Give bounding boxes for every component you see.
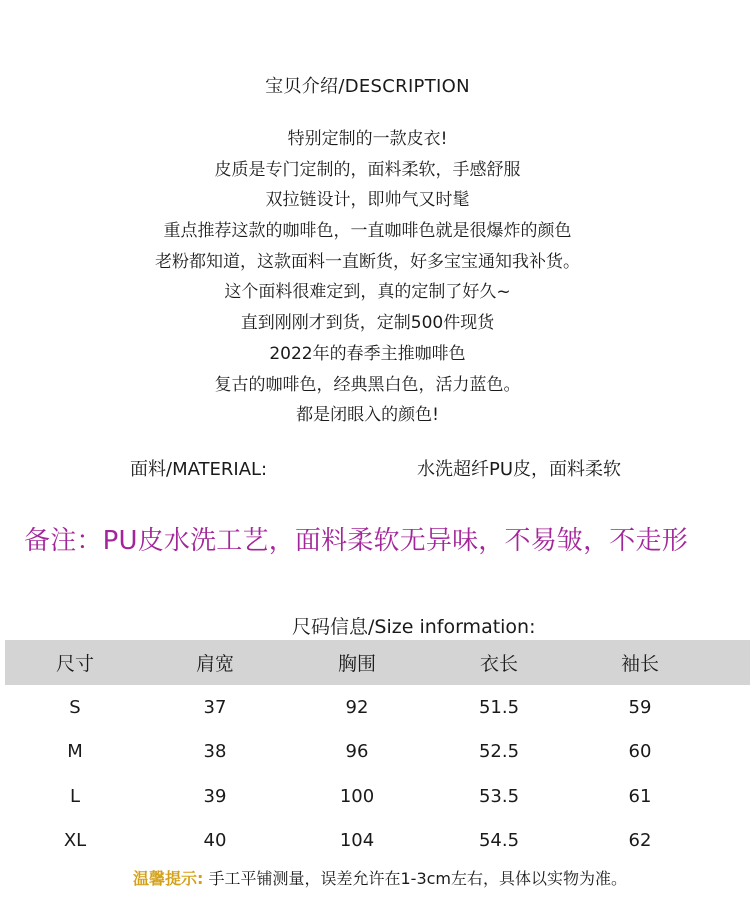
table-row	[5, 730, 750, 775]
description-title: 宝贝介绍/DESCRIPTION	[265, 76, 470, 97]
table-cell: 100	[339, 785, 375, 807]
table-cell: 61	[628, 785, 652, 807]
header-shoulder: 肩宽	[195, 653, 234, 675]
table-row	[5, 774, 750, 819]
description-line: 皮质是专门定制的，面料柔软，手感舒服	[214, 159, 521, 180]
table-cell: 54.5	[478, 830, 520, 852]
tip-text: 手工平铺测量，误差允许在1-3cm左右，具体以实物为准。	[208, 869, 628, 888]
description-line: 2022年的春季主推咖啡色	[269, 343, 466, 364]
table-row	[5, 685, 750, 730]
material-label: 面料/MATERIAL:	[130, 459, 268, 480]
table-cell: 40	[203, 830, 227, 852]
size-info-title: 尺码信息/Size information:	[292, 616, 536, 638]
measurement-tip	[133, 866, 627, 889]
description-line: 双拉链设计，即帅气又时髦	[265, 190, 470, 211]
description-line: 复古的咖啡色，经典黑白色，活力蓝色。	[214, 374, 521, 395]
table-cell: M	[67, 741, 83, 763]
description-line: 重点推荐这款的咖啡色，一直咖啡色就是很爆炸的颜色	[163, 221, 572, 242]
table-cell: 104	[339, 830, 375, 852]
description-line: 特别定制的一款皮衣!	[287, 129, 448, 149]
tip-label: 温馨提示:	[133, 869, 204, 888]
description-line: 这个面料很难定到，真的定制了好久~	[224, 282, 511, 303]
table-cell: 59	[628, 696, 652, 718]
table-cell: 96	[345, 741, 369, 763]
description-line: 直到刚刚才到货，定制500件现货	[240, 313, 495, 334]
table-cell: 39	[203, 785, 227, 807]
size-table	[5, 640, 750, 863]
material-value: 水洗超纤PU皮，面料柔软	[417, 459, 622, 480]
table-cell: 37	[203, 696, 227, 718]
table-cell: 62	[628, 830, 652, 852]
header-length: 衣长	[479, 653, 518, 675]
header-sleeve: 袖长	[620, 653, 659, 675]
table-cell: 53.5	[478, 785, 520, 807]
table-cell: 92	[345, 696, 369, 718]
header-chest: 胸围	[337, 653, 376, 675]
care-note: 备注：PU皮水洗工艺，面料柔软无异味，不易皱，不走形	[24, 526, 688, 556]
table-cell: 51.5	[478, 696, 520, 718]
description-line: 都是闭眼入的颜色!	[296, 405, 439, 426]
table-cell: XL	[63, 830, 87, 852]
size-table-header	[5, 640, 750, 685]
description-line: 老粉都知道，这款面料一直断货，好多宝宝通知我补货。	[155, 251, 580, 272]
table-cell: 38	[203, 741, 227, 763]
header-size: 尺寸	[55, 653, 94, 675]
table-cell: S	[69, 696, 81, 718]
table-cell: 52.5	[478, 741, 520, 763]
description-lines	[0, 124, 735, 431]
table-cell: 60	[628, 741, 652, 763]
table-cell: L	[69, 785, 81, 807]
table-row	[5, 819, 750, 864]
